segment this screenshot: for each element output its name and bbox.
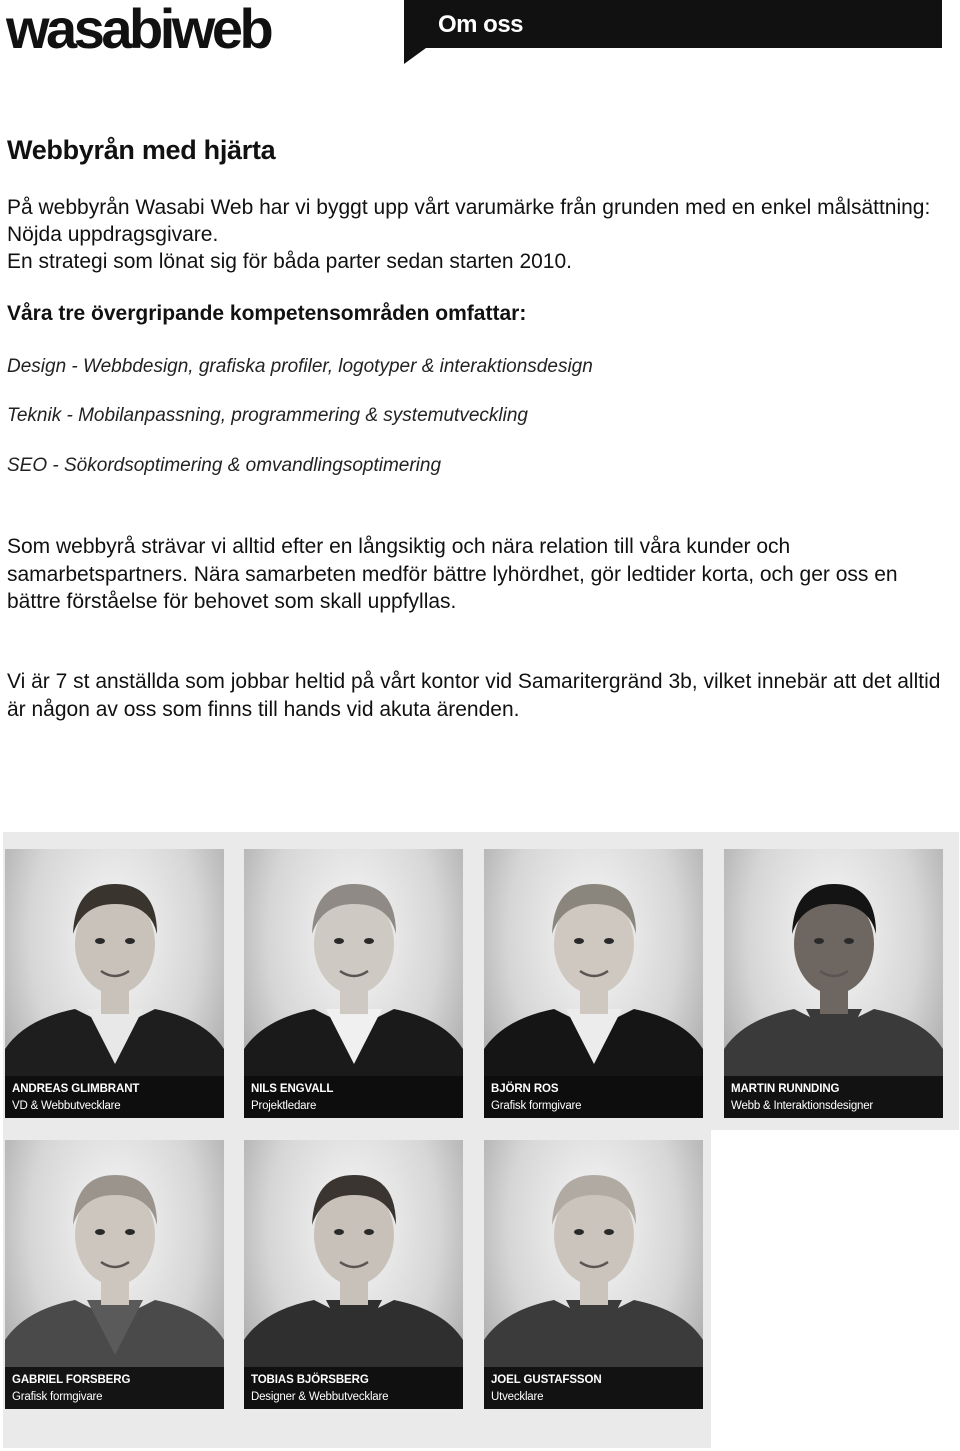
intro-text [7,194,947,275]
team-member-role: Designer & Webbutvecklare [251,1391,389,1403]
portrait-caption [244,1076,463,1118]
team-member-name: NILS ENGVALL [251,1083,334,1095]
header-notch-decoration [404,48,426,64]
portrait-caption [5,1367,224,1409]
team-member-name: BJÖRN ROS [491,1083,559,1095]
portrait-caption [244,1367,463,1409]
team-card-bjorn-ros [484,849,703,1118]
portrait-caption [724,1076,943,1118]
portrait-caption [484,1076,703,1118]
team-member-role: Utvecklare [491,1391,544,1403]
competence-teknik: Teknik - Mobilanpassning, programmering & systemutveckling [7,405,528,426]
team-card-gabriel-forsberg [5,1140,224,1409]
intro-line-2: En strategi som lönat sig för båda parter sedan starten 2010. [7,250,573,273]
team-member-name: MARTIN RUNNDING [731,1083,840,1095]
team-card-martin-runnding [724,849,943,1118]
team-member-role: Projektledare [251,1100,317,1112]
portrait-caption [484,1367,703,1409]
team-card-joel-gustafsson [484,1140,703,1409]
team-member-name: JOEL GUSTAFSSON [491,1374,602,1386]
competence-design: Design - Webbdesign, grafiska profiler, logotyper & interaktionsdesign [7,356,593,377]
section-header-bar [404,0,942,48]
relation-paragraph: Som webbyrå strävar vi alltid efter en långsiktig och nära relation till våra kunder och samarbetspartners. Nära samarbeten medför bättre lyhördhet, gör ledtider korta, och ger oss en bättre förståelse för behovet som skall uppfyllas. [7,535,898,613]
portrait-caption [5,1076,224,1118]
competence-seo: SEO - Sökordsoptimering & omvandlingsoptimering [7,455,442,476]
page-heading: Webbyrån med hjärta [7,135,276,165]
team-member-role: Grafisk formgivare [12,1391,103,1403]
team-member-name: ANDREAS GLIMBRANT [12,1083,140,1095]
team-member-role: Webb & Interaktionsdesigner [731,1100,874,1112]
team-card-tobias-bjorsberg [244,1140,463,1409]
competence-heading: Våra tre övergripande kompetensområden omfattar: [7,302,527,325]
team-card-andreas-glimbrant [5,849,224,1118]
team-member-role: Grafisk formgivare [491,1100,582,1112]
wasabiweb-logo[interactable]: wasabiweb [6,0,271,60]
office-paragraph: Vi är 7 st anställda som jobbar heltid på vårt kontor vid Samaritergränd 3b, vilket innebär att det alltid är någon av oss som finns till hands vid akuta ärenden. [7,670,941,721]
team-member-name: GABRIEL FORSBERG [12,1374,131,1386]
intro-line-1: På webbyrån Wasabi Web har vi byggt upp vårt varumärke från grunden med en enkel målsättning: Nöjda uppdragsgivare. [7,196,931,246]
section-title: Om oss [438,11,524,38]
team-card-nils-engvall [244,849,463,1118]
team-member-name: TOBIAS BJÖRSBERG [251,1374,369,1386]
team-member-role: VD & Webbutvecklare [12,1100,121,1112]
